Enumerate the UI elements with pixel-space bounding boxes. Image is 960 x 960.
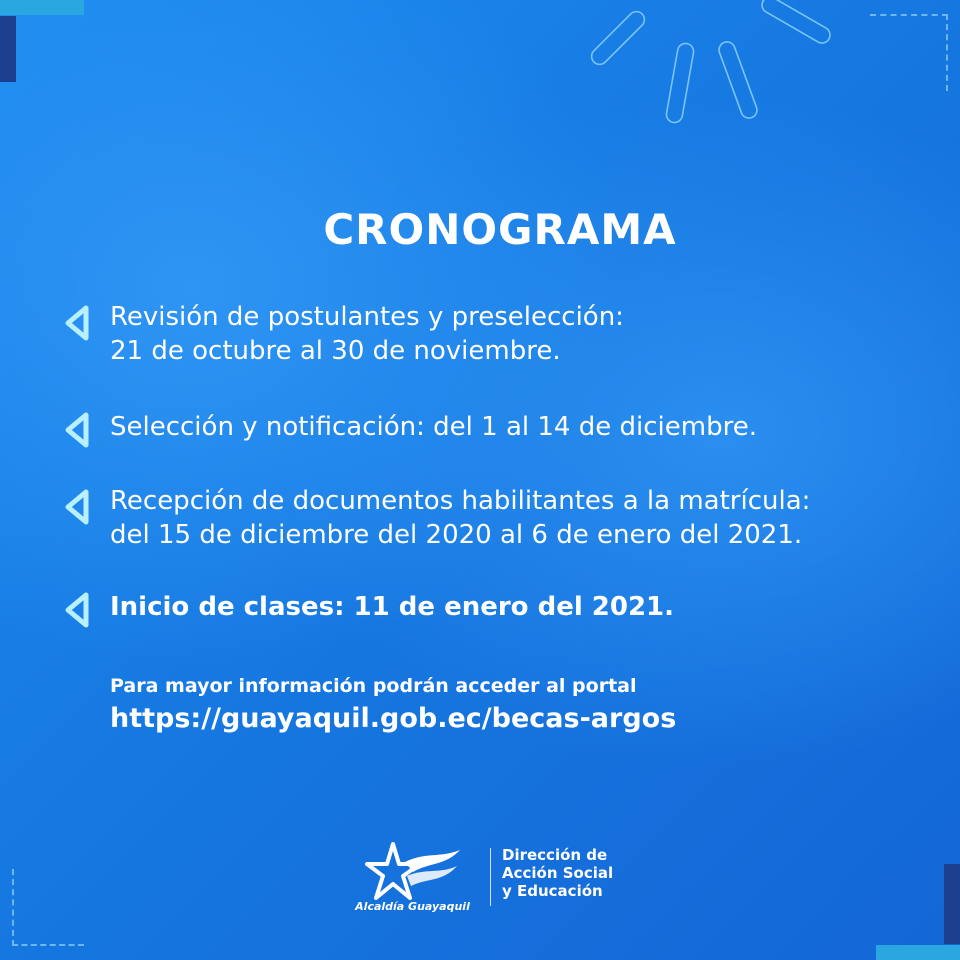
dashed-frame-bottom-left <box>12 869 84 946</box>
corner-accent-side-bottom <box>944 864 960 944</box>
department-line: Acción Social <box>502 864 614 882</box>
page-title: CRONOGRAMA <box>323 205 677 254</box>
corner-accent-bar <box>0 0 84 15</box>
department-name <box>502 846 613 900</box>
triangle-left-icon <box>62 411 94 449</box>
schedule-item-line: 21 de octubre al 30 de noviembre. <box>110 336 561 366</box>
logo-text: Alcaldía Guayaquil <box>355 900 470 913</box>
schedule-item <box>110 300 624 368</box>
schedule-item <box>110 484 810 552</box>
info-text: Para mayor información podrán acceder al portal <box>110 675 637 697</box>
logo-divider <box>490 848 491 906</box>
corner-accent-side <box>0 16 16 82</box>
schedule-item-line: Inicio de clases: 11 de enero del 2021. <box>110 592 675 622</box>
schedule-item <box>110 410 757 444</box>
schedule-item-line: Revisión de postulantes y preselección: <box>110 302 624 332</box>
triangle-left-icon <box>62 304 94 342</box>
department-line: y Educación <box>502 882 603 900</box>
portal-link[interactable]: https://guayaquil.gob.ec/becas-argos <box>110 703 677 734</box>
schedule-item-line: Recepción de documentos habilitantes a la matrícula: <box>110 486 811 516</box>
corner-accent-bar-bottom <box>876 945 960 960</box>
schedule-item-line: del 15 de diciembre del 2020 al 6 de enero del 2021. <box>110 520 803 550</box>
sunburst-decoration-icon <box>580 0 840 125</box>
triangle-left-icon <box>62 488 94 526</box>
triangle-left-icon <box>62 591 94 629</box>
dashed-frame-top-right <box>870 14 948 91</box>
schedule-item <box>110 590 674 624</box>
department-line: Dirección de <box>502 846 608 864</box>
schedule-item-line: Selección y notificación: del 1 al 14 de diciembre. <box>110 412 757 442</box>
